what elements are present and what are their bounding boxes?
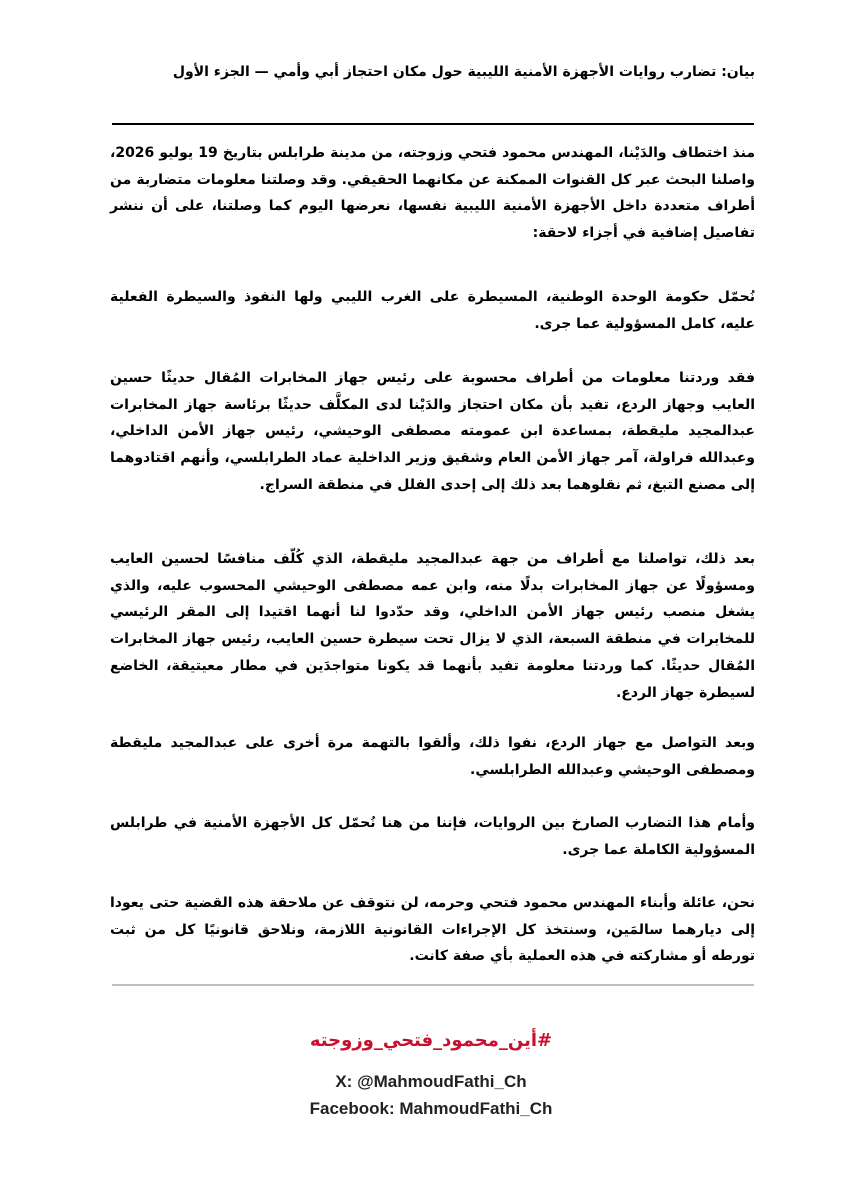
- facebook-handle[interactable]: Facebook: MahmoudFathi_Ch: [309, 1099, 553, 1118]
- statement-title: بيان: تضارب روايات الأجهزة الأمنية الليبية حول مكان احتجاز أبي وأمي — الجزء الأول: [172, 64, 755, 80]
- paragraph-family-pledge: نحن، عائلة وأبناء المهندس محمود فتحي وحرمه، لن نتوقف عن ملاحقة هذه القضية حتى يعودا إلى ديارهما سالمَين، وسنتخذ كل الإجراءات القانونية اللازمة، ونلاحق قانونيًا كل من ثبت تورطه أو مشاركته في هذه العملية بأي صفة كانت.: [110, 895, 755, 965]
- paragraph-intro: منذ اختطاف والدَيْنا، المهندس محمود فتحي وزوجته، من مدينة طرابلس بتاريخ 19 يوليو 2026، واصلنا البحث عبر كل القنوات الممكنة عن مكانهما الحقيقي. وقد وصلتنا معلومات متضاربة من أطراف متعددة داخل الأجهزة الأمنية الليبية نفسها، نعرضها اليوم كما وصلتنا، على أن ننشر تفاصيل إضافية في أجزاء لاحقة:: [110, 145, 756, 242]
- paragraph-responsibility-all: وأمام هذا التضارب الصارخ بين الروايات، فإننا من هنا نُحمّل كل الأجهزة الأمنية في طرابلس المسؤولية الكاملة عما جرى.: [110, 815, 755, 858]
- x-handle[interactable]: X: @MahmoudFathi_Ch: [335, 1072, 527, 1091]
- paragraph-second-account: بعد ذلك، تواصلنا مع أطراف من جهة عبدالمجيد مليقطة، الذي كُلّف منافسًا لحسين العايب ومسؤولًا عن جهاز المخابرات بدلًا منه، وابن عمه مصطفى الوحيشي المحسوب عليه، والذي يشغل منصب رئيس جهاز الأمن الداخلي، وقد حدّدوا لنا أنهما اقتيدا إلى المقر الرئيسي للمخابرات في منطقة السبعة، الذي لا يزال تحت سيطرة حسين العايب، رئيس جهاز المخابرات المُقال حديثًا. كما وردتنا معلومة تفيد بأنهما قد يكونا متواجدَين في مطار معيتيقة، الخاضع لسيطرة جهاز الردع.: [110, 551, 755, 701]
- paragraph-deterrence-response: وبعد التواصل مع جهاز الردع، نفوا ذلك، وألقوا بالتهمة مرة أخرى على عبدالمجيد مليقطة ومصطفى الوحيشي وعبدالله الطرابلسي.: [110, 735, 755, 778]
- paragraph-first-account: فقد وردتنا معلومات من أطراف محسوبة على رئيس جهاز المخابرات المُقال حديثًا حسين العايب وجهاز الردع، تفيد بأن مكان احتجاز والدَيْنا لدى المكلَّف حديثًا برئاسة جهاز المخابرات عبدالمجيد مليقطة، بمساعدة ابن عمومته مصطفى الوحيشي، رئيس جهاز الأمن الداخلي، وعبدالله فراولة، آمر جهاز الأمن العام وشقيق وزير الداخلية عماد الطرابلسي، وأنهم اقتادوهما إلى مصنع التبغ، ثم نقلوهما بعد ذلك إلى إحدى الفلل في منطقة السراج.: [110, 370, 755, 493]
- hashtag[interactable]: #أين_محمود_فتحي_وزوجته: [309, 1030, 553, 1051]
- top-divider: [112, 123, 754, 125]
- bottom-divider: [112, 984, 754, 986]
- statement-body: [110, 140, 756, 965]
- paragraph-responsibility-gnu: نُحمّل حكومة الوحدة الوطنية، المسيطرة على الغرب الليبي ولها النفوذ والسيطرة الفعلية عليه، كامل المسؤولية عما جرى.: [110, 289, 755, 332]
